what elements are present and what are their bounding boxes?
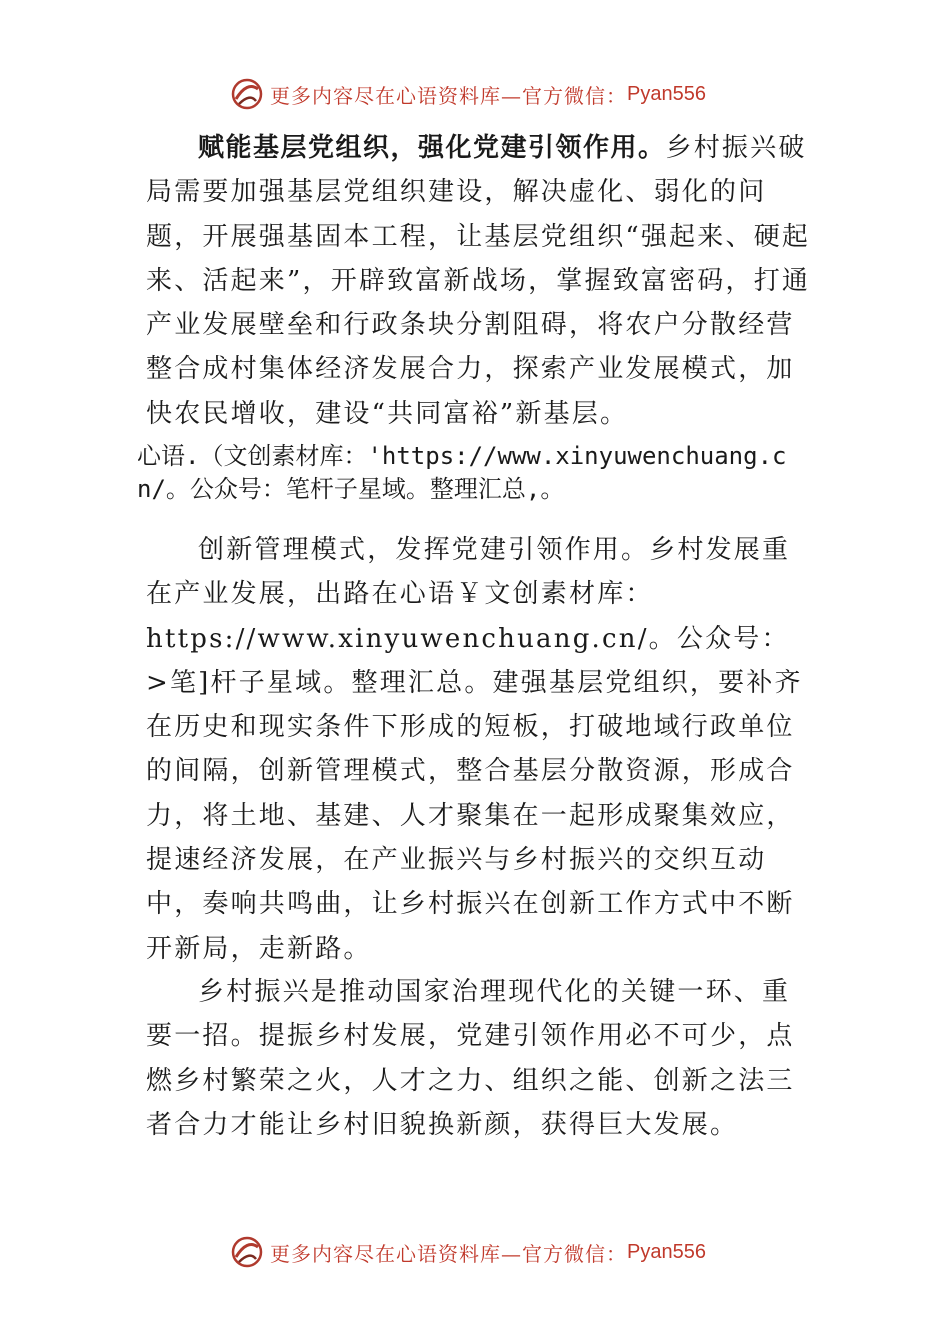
header-watermark [230,74,750,114]
watermark-contact: Pyan556 [627,1240,706,1263]
watermark-text: 更多内容尽在心语资料库—官方微信： [270,83,627,108]
watermark-contact: Pyan556 [627,82,706,105]
paragraph-1 [146,126,811,436]
watermark-text: 更多内容尽在心语资料库—官方微信： [270,1241,627,1266]
paragraph-1-lead: 赋能基层党组织，强化党建引领作用。 [198,133,666,163]
source-note: 心语.（文创素材库：'https://www.xinyuwenchuang.cn/。公众号：笔杆子星域。整理汇总,。 [137,442,787,503]
paragraph-3: 乡村振兴是推动国家治理现代化的关键一环、重要一招。提振乡村发展，党建引领作用必不可少，点燃乡村繁荣之火，人才之力、组织之能、创新之法三者合力才能让乡村旧貌换新颜，获得巨大发展。 [146,977,795,1140]
logo-icon [230,1235,264,1269]
logo-icon [230,77,264,111]
paragraph-1-body: 乡村振兴破局需要加强基层党组织建设，解决虚化、弱化的问题，开展强基固本工程，让基层党组织“强起来、硬起来、活起来”，开辟致富新战场，掌握致富密码，打通产业发展壁垒和行政条块分割阻碍，将农户分散经营整合成村集体经济发展合力，探索产业发展模式，加快农民增收，建设“共同富裕”新基层。 [146,133,811,429]
footer-watermark [230,1232,750,1272]
paragraph-2: 创新管理模式，发挥党建引领作用。乡村发展重在产业发展，出路在心语￥文创素材库：https://www.xinyuwenchuang.cn/。公众号：>笔]杆子星域。整理汇总。建强基层党组织，要补齐在历史和现实条件下形成的短板，打破地域行政单位的间隔，创新管理模式，整合基层分散资源，形成合力，将土地、基建、人才聚集在一起形成聚集效应，提速经济发展，在产业振兴与乡村振兴的交织互动中，奏响共鸣曲，让乡村振兴在创新工作方式中不断开新局，走新路。 [146,535,803,964]
